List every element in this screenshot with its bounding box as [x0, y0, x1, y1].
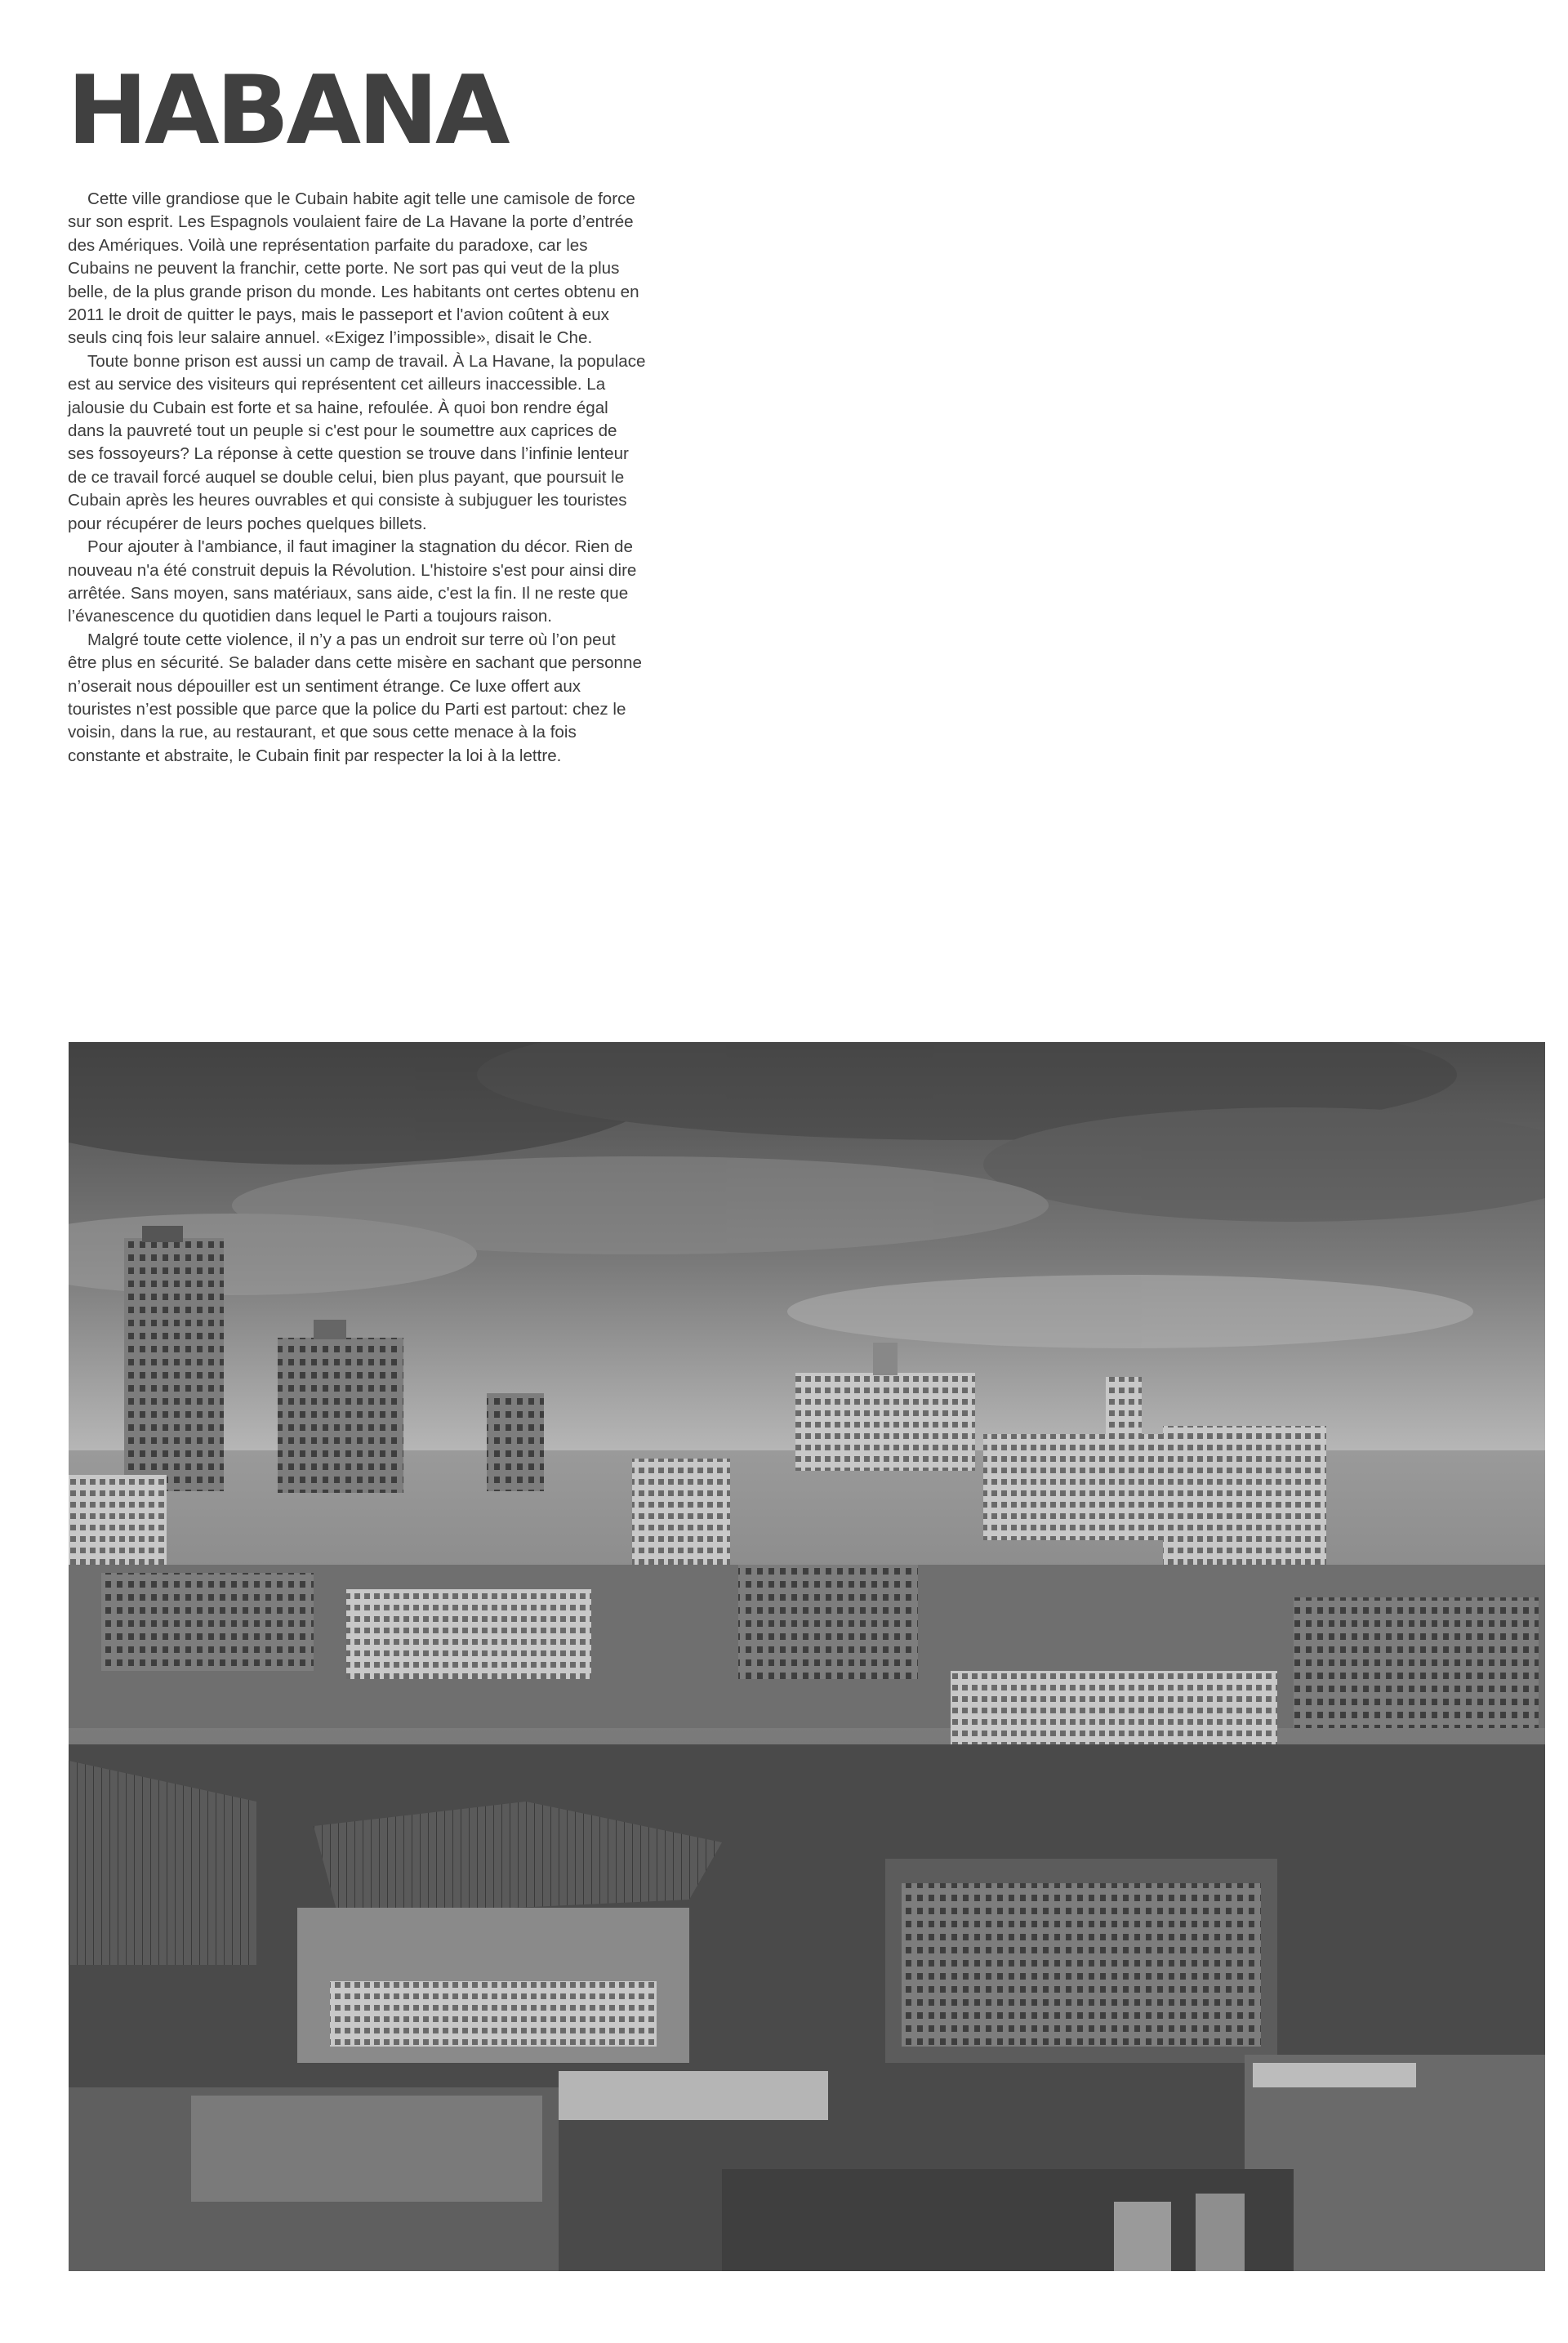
- article-body: [68, 188, 648, 768]
- foreground-rooftops: [69, 1744, 1545, 2271]
- article-paragraph-2: Toute bonne prison est aussi un camp de travail. À La Havane, la populace est au service des visiteurs qui représentent cet ailleurs inaccessible. La jalousie du Cubain est forte et sa haine, refoulée. À quoi bon rendre égal dans la pauvreté tout un peuple si c'est pour le soumettre aux caprices de ses fossoyeurs? La réponse à cette question se trouve dans l’infinie lenteur de ce travail forcé auquel se double celui, bien plus payant, que poursuit le Cubain après les heures ouvrables et qui consiste à subjuguer les touristes pour récupérer de leurs poches quelques billets.: [68, 351, 646, 533]
- article-paragraph-3: Pour ajouter à l'ambiance, il faut imaginer la stagnation du décor. Rien de nouveau n'a été construit depuis la Révolution. L'histoire s'est pour ainsi dire arrêtée. Sans moyen, sans matériaux, sans aide, c'est la fin. Il ne reste que l’évanescence du quotidien dans lequel le Parti a toujours raison.: [68, 537, 637, 626]
- article-title: HABANA: [67, 56, 507, 166]
- havana-cityscape-photo: [69, 1042, 1545, 2271]
- article-paragraph-4: Malgré toute cette violence, il n’y a pas un endroit sur terre où l’on peut être plus en sécurité. Se balader dans cette misère en sachant que personne n’oserait nous dépouiller est un sentiment étrange. Ce luxe offert aux touristes n’est possible que parce que la police du Parti est partout: chez le voisin, dans la rue, au restaurant, et que sous cette menace à la fois constante et abstraite, le Cubain finit par respecter la loi à la lettre.: [68, 630, 642, 765]
- cityscape-illustration: [69, 1042, 1545, 2271]
- article-paragraph-1: Cette ville grandiose que le Cubain habite agit telle une camisole de force sur son esprit. Les Espagnols voulaient faire de La Havane la porte d’entrée des Amériques. Voilà une représentation parfaite du paradoxe, car les Cubains ne peuvent la franchir, cette porte. Ne sort pas qui veut de la plus belle, de la plus grande prison du monde. Les habitants ont certes obtenu en 2011 le droit de quitter le pays, mais le passeport et l'avion coûtent à eux seuls cinq fois leur salaire annuel. «Exigez l’impossible», disait le Che.: [68, 189, 639, 348]
